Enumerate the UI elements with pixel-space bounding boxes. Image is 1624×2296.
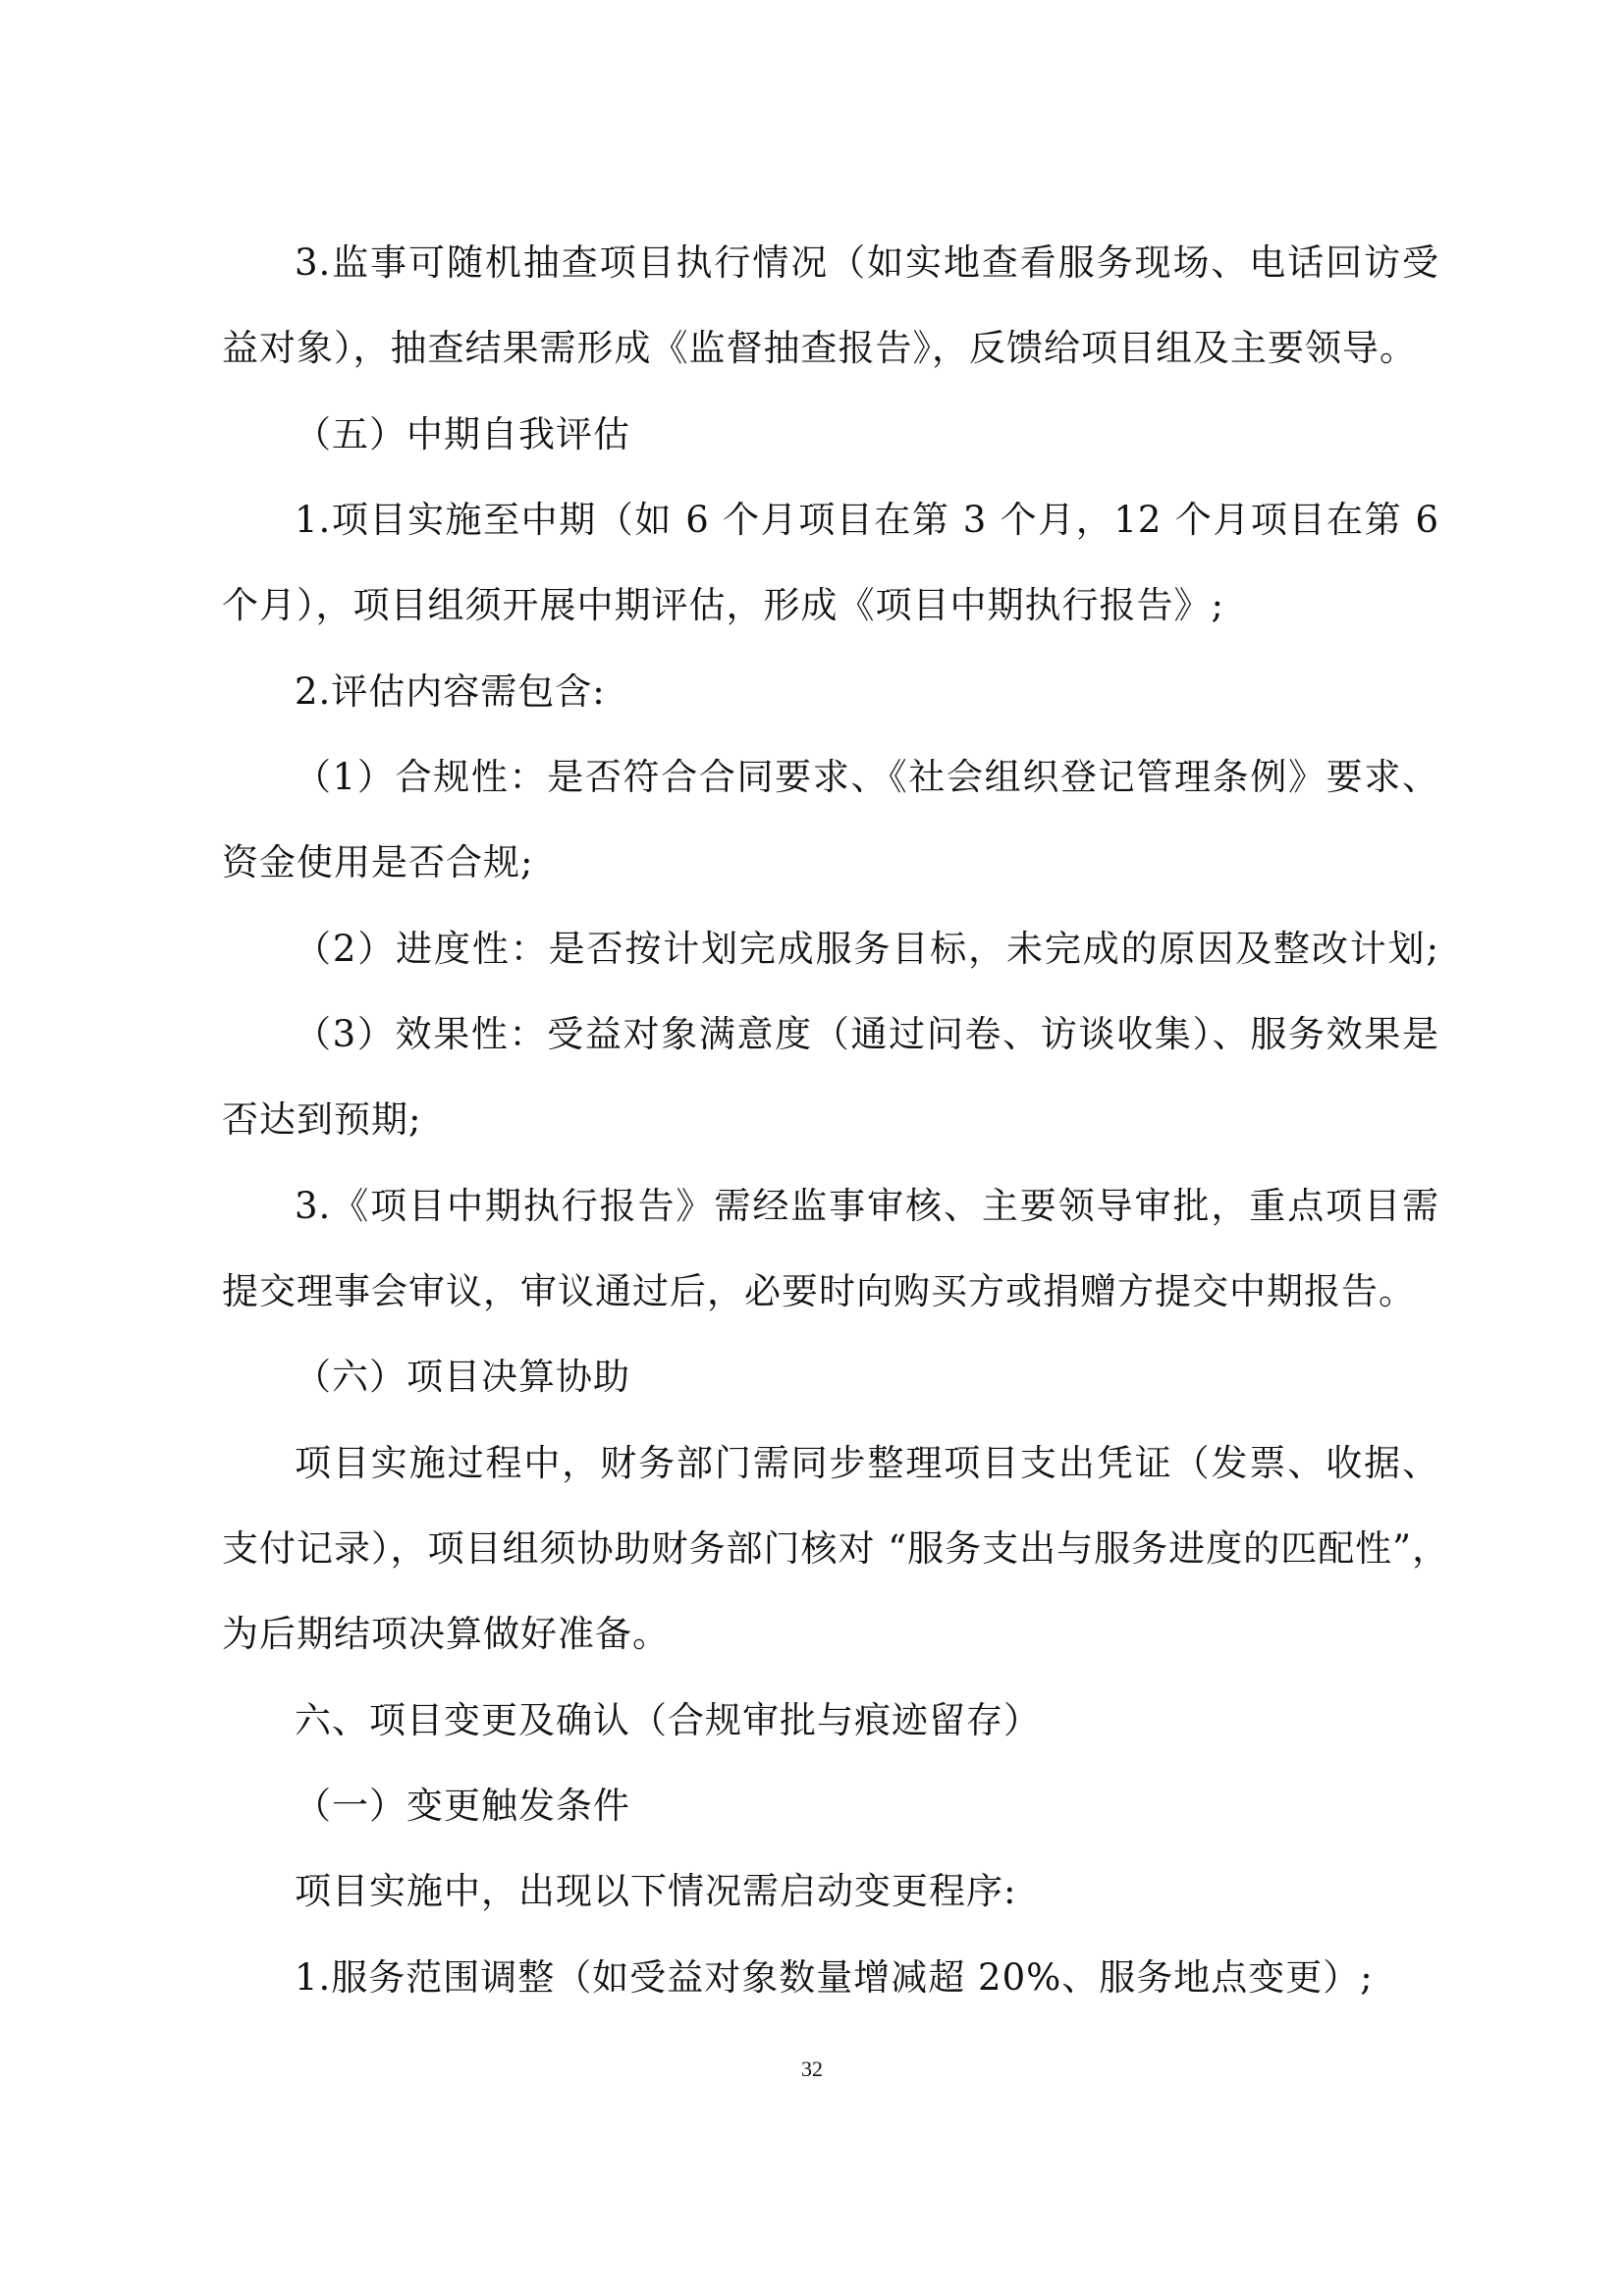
paragraph-line: 项目实施过程中，财务部门需同步整理项目支出凭证（发票、收据、 (295, 1442, 1439, 1484)
paragraph-line: 项目实施中，出现以下情况需启动变更程序: (295, 1870, 1017, 1912)
paragraph-line: （3）效果性：受益对象满意度（通过问卷、访谈收集）、服务效果是 (295, 1013, 1439, 1055)
section-heading: （一）变更触发条件 (295, 1785, 630, 1827)
section-heading: （六）项目决算协助 (295, 1356, 630, 1398)
paragraph-line: 支付记录），项目组须协助财务部门核对 “服务支出与服务进度的匹配性”， (222, 1527, 1450, 1570)
paragraph-line: 1.项目实施至中期（如 6 个月项目在第 3 个月，12 个月项目在第 6 (295, 499, 1439, 541)
paragraph-line: 1.服务范围调整（如受益对象数量增减超 20%、服务地点变更）; (295, 1956, 1374, 1999)
paragraph-line: 益对象），抽查结果需形成《监督抽查报告》，反馈给项目组及主要领导。 (222, 327, 1417, 369)
paragraph-line: 2.评估内容需包含: (295, 670, 606, 713)
paragraph-line: 提交理事会审议，审议通过后，必要时向购买方或捐赠方提交中期报告。 (222, 1270, 1416, 1312)
page-number: 32 (801, 2056, 823, 2081)
paragraph-line: （1）合规性：是否符合合同要求、《社会组织登记管理条例》要求、 (295, 756, 1439, 798)
chapter-heading: 六、项目变更及确认（合规审批与痕迹留存） (295, 1699, 1041, 1741)
paragraph-line: 否达到预期; (222, 1098, 422, 1141)
paragraph-line: 3.《项目中期执行报告》需经监事审核、主要领导审批，重点项目需 (295, 1185, 1439, 1227)
paragraph-line: 3.监事可随机抽查项目执行情况（如实地查看服务现场、电话回访受 (295, 241, 1439, 284)
paragraph-line: （2）进度性：是否按计划完成服务目标，未完成的原因及整改计划; (295, 928, 1439, 970)
paragraph-line: 为后期结项决算做好准备。 (222, 1613, 670, 1655)
paragraph-line: 个月），项目组须开展中期评估，形成《项目中期执行报告》; (222, 584, 1224, 626)
paragraph-line: 资金使用是否合规; (222, 841, 534, 883)
section-heading: （五）中期自我评估 (295, 413, 630, 455)
